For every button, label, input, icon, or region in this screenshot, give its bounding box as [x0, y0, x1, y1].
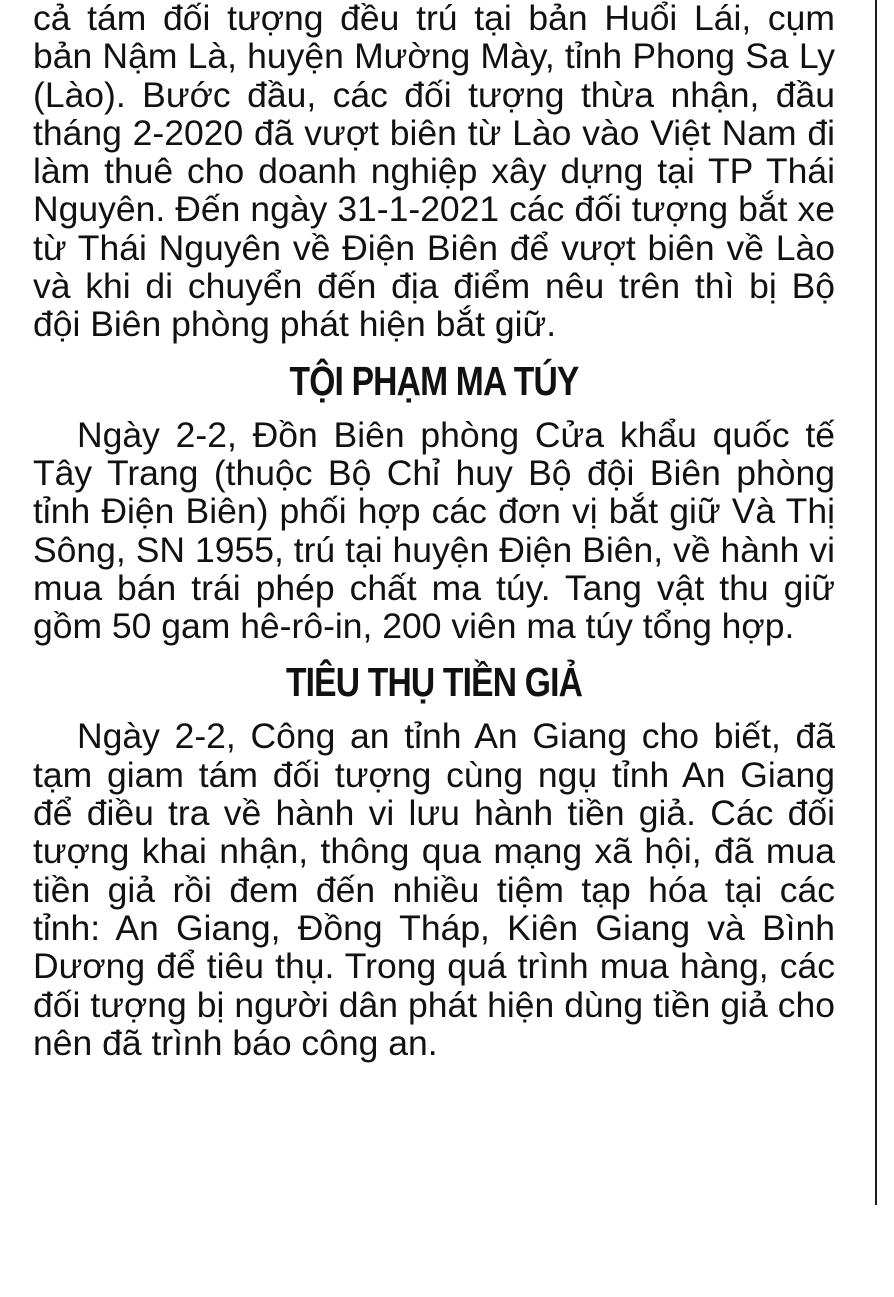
intro-paragraph: cả tám đối tượng đều trú tại bản Huổi Lái, cụm bản Nậm Là, huyện Mường Mày, tỉnh Phong Sa Ly (Lào). Bước đầu, các đối tượng thừa nhận, đầu tháng 2-2020 đã vượt biên từ Lào vào Việt Nam đi làm thuê cho doanh nghiệp xây dựng tại TP Thái Nguyên. Đến ngày 31-1-2021 các đối tượng bắt xe từ Thái Nguyên về Điện Biên để vượt biên về Lào và khi di chuyển đến địa điểm nêu trên thì bị Bộ đội Biên phòng phát hiện bắt giữ.	[33, 0, 835, 345]
drugs-section-heading: TỘI PHẠM MA TÚY	[289, 357, 579, 404]
counterfeit-section-body: Ngày 2-2, Công an tỉnh An Giang cho biết, đã tạm giam tám đối tượng cùng ngụ tỉnh An Giang để điều tra về hành vi lưu hành tiền giả. Các đối tượng khai nhận, thông qua mạng xã hội, đã mua tiền giả rồi đem đến nhiều tiệm tạp hóa tại các tỉnh: An Giang, Đồng Tháp, Kiên Giang và Bình Dương để tiêu thụ. Trong quá trình mua hàng, các đối tượng bị người dân phát hiện dùng tiền giả cho nên đã trình báo công an.	[33, 716, 835, 1063]
column-divider	[875, 0, 877, 1205]
drugs-section-body: Ngày 2-2, Đồn Biên phòng Cửa khẩu quốc tế Tây Trang (thuộc Bộ Chỉ huy Bộ đội Biên phòng tỉnh Điện Biên) phối hợp các đơn vị bắt giữ Và Thị Sông, SN 1955, trú tại huyện Điện Biên, về hành vi mua bán trái phép chất ma túy. Tang vật thu giữ gồm 50 gam hê-rô-in, 200 viên ma túy tổng hợp.	[33, 414, 835, 647]
counterfeit-section-heading: TIÊU THỤ TIỀN GIẢ	[285, 659, 583, 706]
article-column	[33, 0, 835, 1062]
